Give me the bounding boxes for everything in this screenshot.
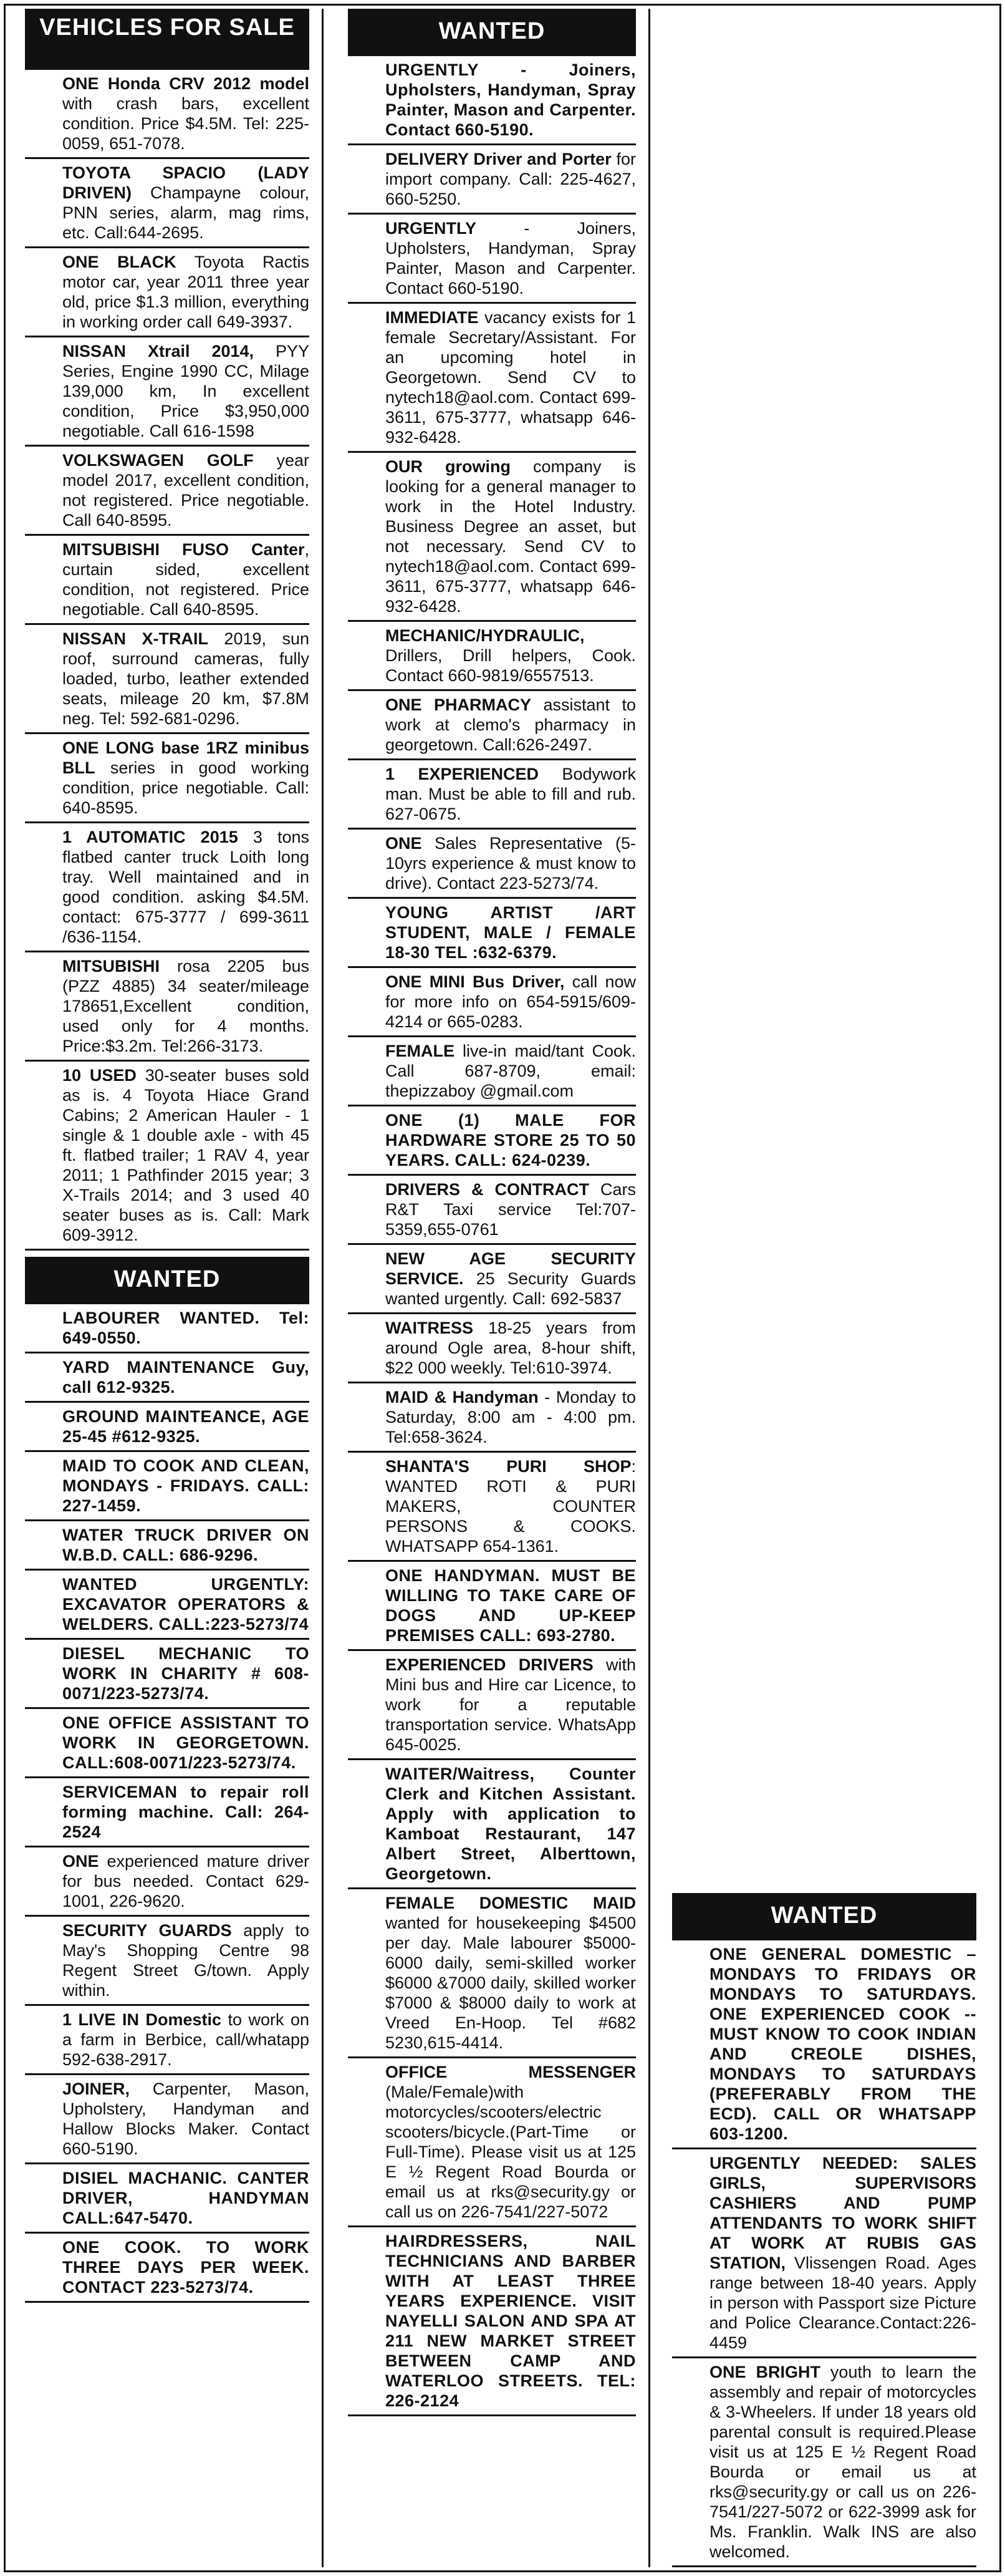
classified-ad xyxy=(25,1062,309,1251)
ad-body: Carpenter, Mason, Upholstery, Handyman and Hallow Blocks Maker. Contact 660-5190. xyxy=(62,2080,309,2158)
classified-ad xyxy=(348,968,636,1037)
classified-ad xyxy=(25,1778,309,1847)
classified-ad xyxy=(25,1353,309,1403)
ad-lead: ONE COOK. TO WORK THREE DAYS PER WEEK. CONTACT 223-5273/74. xyxy=(62,2238,309,2297)
ad-lead: MAID TO COOK AND CLEAN, MONDAYS - FRIDAYS. CALL: 227-1459. xyxy=(62,1456,309,1515)
classified-ad xyxy=(348,760,636,830)
ad-lead: HAIRDRESSERS, NAIL TECHNICIANS AND BARBER WITH AT LEAST THREE YEARS EXPERIENCE. VISIT NAYELLI SALON AND SPA AT 211 NEW MARKET STREET BETWEEN CAMP AND WATERLOO STREETS. TEL: 226-2124 xyxy=(385,2232,636,2410)
ad-body: - Monday to Saturday, 8:00 am - 4:00 pm. Tel:658-3624. xyxy=(385,1388,636,1446)
ad-text xyxy=(672,2153,976,2353)
ad-lead: ONE LONG base 1RZ minibus BLL xyxy=(62,738,309,777)
ad-body: year model 2017, excellent condition, not registered. Price negotiable. Call 640-8595. xyxy=(62,451,309,530)
ad-text xyxy=(25,341,309,441)
classified-ad xyxy=(348,453,636,622)
ad-lead: DRIVERS & CONTRACT xyxy=(385,1180,589,1199)
ad-text xyxy=(25,629,309,729)
ad-body: experienced mature driver for bus needed. Contact 629-1001, 226-9620. xyxy=(62,1852,309,1910)
ad-body: 18-25 years from around Ogle area, 8-hour shift, $22 000 weekly. Tel:610-3974. xyxy=(385,1319,636,1377)
ad-text xyxy=(25,252,309,332)
ad-text xyxy=(348,2231,636,2411)
ad-text xyxy=(25,827,309,947)
classified-ad xyxy=(348,899,636,968)
ad-lead: WAITRESS xyxy=(385,1319,474,1337)
classified-ad xyxy=(348,1760,636,1889)
ad-text xyxy=(25,1357,309,1397)
ad-text xyxy=(348,1764,636,1884)
classified-ad xyxy=(25,1304,309,1353)
ad-body: for import company. Call: 225-4627, 660-5250. xyxy=(385,150,636,208)
ad-body: 3 tons flatbed canter truck Loith long tray. Well maintained and in good condition. asking $4.5M. contact: 675-3777 / 699-3611 /636-1154. xyxy=(62,828,309,946)
ad-lead: FEMALE DOMESTIC MAID xyxy=(385,1894,636,1912)
ad-text xyxy=(348,1387,636,1447)
ad-body: , curtain sided, excellent condition, not registered. Price negotiable. Call 640-8595. xyxy=(62,540,309,619)
classified-ad xyxy=(25,1403,309,1452)
section-header-wanted: WANTED xyxy=(348,9,636,56)
ad-lead: SERVICEMAN to repair roll forming machine. Call: 264-2524 xyxy=(62,1783,309,1841)
classified-ad xyxy=(348,2227,636,2416)
ad-text xyxy=(25,2168,309,2228)
ad-text xyxy=(348,457,636,616)
ad-body: Bodywork man. Must be able to fill and rub. 627-0675. xyxy=(385,765,636,823)
classified-ad xyxy=(348,2058,636,2227)
ad-body: (Male/Female)with motorcycles/scooters/electric scooters/bicycle.(Part-Time or Full-Time). Please visit us at 125 E ½ Regent Road Bourda or email us at rks@security.gy or call us on 226-7541/227-5072 xyxy=(385,2083,636,2221)
ad-body: Cars R&T Taxi service Tel:707-5359,655-0761 xyxy=(385,1180,636,1239)
ad-lead: NEW AGE SECURITY SERVICE. xyxy=(385,1249,636,1288)
ad-body: vacancy exists for 1 female Secretary/Assistant. For an upcoming hotel in Georgetown. Send CV to nytech18@aol.com. Contact 699-3611, 675-3777, whatsapp 646-932-6428. xyxy=(385,308,636,447)
column-left xyxy=(25,9,309,2303)
vehicles-ad-list xyxy=(25,70,309,1251)
classified-ad xyxy=(348,1889,636,2058)
classified-ad xyxy=(348,215,636,304)
ad-lead: OFFICE MESSENGER xyxy=(385,2063,636,2081)
ad-lead: ONE BLACK xyxy=(62,253,176,271)
ad-body: youth to learn the assembly and repair of motorcycles & 3-Wheelers. If under 18 years old parental consult is required.Please visit us at 125 E ½ Regent Road Bourda or email us at rks@security.gy or call us on 226-7541/227-5072 or 622-3999 ask for Ms. Franklin. Walk INS are also welcomed. xyxy=(709,2363,976,2561)
ad-text xyxy=(348,972,636,1032)
ad-lead: ONE Honda CRV 2012 model xyxy=(62,74,309,93)
classified-ad xyxy=(348,1453,636,1562)
classified-ad xyxy=(25,823,309,952)
ad-text xyxy=(25,1782,309,1842)
ad-text xyxy=(25,1065,309,1245)
column-right xyxy=(672,1893,976,2567)
ad-text xyxy=(25,1407,309,1446)
ad-body: assistant to work at clemo's pharmacy in georgetown. Call:626-2497. xyxy=(385,695,636,754)
ad-text xyxy=(25,1851,309,1911)
ad-text xyxy=(348,218,636,298)
ad-body: Drillers, Drill helpers, Cook. Contact 660-9819/6557513. xyxy=(385,646,636,685)
ad-text xyxy=(348,1110,636,1170)
ad-text xyxy=(25,956,309,1056)
classified-ad xyxy=(25,734,309,823)
ad-lead: MECHANIC/HYDRAULIC, xyxy=(385,626,585,645)
ad-text xyxy=(348,1318,636,1378)
ad-body: Vlissengen Road. Ages range between 18-40 years. Apply in person with Passport size Picture and Police Clearance.Contact:226-4459 xyxy=(709,2254,976,2352)
classified-ad xyxy=(348,1651,636,1760)
column-divider xyxy=(322,9,324,2567)
ad-text xyxy=(25,1308,309,1348)
ad-lead: 10 USED xyxy=(62,1066,137,1085)
ad-lead: NISSAN X-TRAIL xyxy=(62,629,208,648)
section-header-vehicles-for-sale: VEHICLES FOR SALE xyxy=(25,9,309,70)
ad-body: Sales Representative (5-10yrs experience & must know to drive). Contact 223-5273/74. xyxy=(385,834,636,893)
ad-lead: ONE (1) MALE FOR HARDWARE STORE 25 TO 50 YEARS. CALL: 624-0239. xyxy=(385,1111,636,1169)
classified-ad xyxy=(348,1314,636,1383)
classified-ad xyxy=(348,304,636,453)
ad-lead: ONE xyxy=(385,834,422,853)
classified-ad xyxy=(25,1571,309,1640)
ad-lead: DISIEL MACHANIC. CANTER DRIVER, HANDYMAN CALL:647-5470. xyxy=(62,2169,309,2227)
classified-ad xyxy=(672,2149,976,2358)
ad-lead: JOINER, xyxy=(62,2080,130,2098)
ad-body: Champayne colour, PNN series, alarm, mag rims, etc. Call:644-2695. xyxy=(62,183,309,242)
ad-text xyxy=(348,1893,636,2053)
classified-ad xyxy=(348,691,636,760)
ad-text xyxy=(25,1644,309,1703)
column-divider xyxy=(648,9,650,2567)
ad-lead: ONE xyxy=(62,1852,99,1871)
ad-lead: GROUND MAINTEANCE, AGE 25-45 #612-9325. xyxy=(62,1407,309,1446)
ad-text xyxy=(348,1456,636,1556)
classified-ad xyxy=(25,1847,309,1917)
ad-lead: 1 LIVE IN Domestic xyxy=(62,2010,222,2029)
ad-lead: URGENTLY xyxy=(385,219,477,238)
ad-lead: DIESEL MECHANIC TO WORK IN CHARITY # 608-0071/223-5273/74. xyxy=(62,1644,309,1703)
ad-text xyxy=(348,307,636,447)
ad-text xyxy=(348,764,636,824)
ad-text xyxy=(25,1525,309,1565)
ad-lead: YOUNG ARTIST /ART STUDENT, MALE / FEMALE 18-30 TEL :632-6379. xyxy=(385,903,636,962)
ad-text xyxy=(348,626,636,685)
ad-body: Toyota Ractis motor car, year 2011 three year old, price $1.3 million, everything in working order call 649-3937. xyxy=(62,253,309,331)
ad-text xyxy=(348,1249,636,1309)
ad-text xyxy=(25,2237,309,2297)
ad-lead: NISSAN Xtrail 2014, xyxy=(62,342,254,361)
ad-lead: URGENTLY - Joiners, Upholsters, Handyman, Spray Painter, Mason and Carpenter. Contact 660-5190. xyxy=(385,61,636,139)
classified-ad xyxy=(25,625,309,734)
classified-ad xyxy=(25,337,309,447)
classified-ad xyxy=(25,1709,309,1778)
classified-ad xyxy=(25,2234,309,2303)
ad-body: company is looking for a general manager to work in the Hotel Industry. Business Degree an asset, but not necessary. Send CV to nytech18@aol.com. Contact 699-3611, 675-3777, whatsapp 646-932-6428. xyxy=(385,457,636,616)
ad-lead: MITSUBISHI xyxy=(62,957,160,976)
ad-text xyxy=(348,695,636,755)
ad-lead: MAID & Handyman xyxy=(385,1388,539,1407)
ad-body: series in good working condition, price negotiable. Call: 640-8595. xyxy=(62,758,309,817)
ad-body: 2019, sun roof, surround cameras, fully loaded, turbo, leather extended seats, mileage 20 km, $7.8M neg. Tel: 592-681-0296. xyxy=(62,629,309,728)
ad-lead: WATER TRUCK DRIVER ON W.B.D. CALL: 686-9296. xyxy=(62,1526,309,1564)
ad-body: : WANTED ROTI & PURI MAKERS, COUNTER PERSONS & COOKS. WHATSAPP 654-1361. xyxy=(385,1457,636,1556)
classified-ad xyxy=(672,1940,976,2149)
ad-body: with crash bars, excellent condition. Price $4.5M. Tel: 225-0059, 651-7078. xyxy=(62,94,309,153)
ad-body: PYY Series, Engine 1990 CC, Milage 139,000 km, In excellent condition, Price $3,950,000 negotiable. Call 616-1598 xyxy=(62,342,309,440)
ad-text xyxy=(25,1456,309,1516)
classified-ad xyxy=(25,952,309,1062)
classified-ad xyxy=(348,830,636,899)
ad-lead: 1 AUTOMATIC 2015 xyxy=(62,828,238,846)
classified-ad xyxy=(25,159,309,248)
column-middle xyxy=(348,9,636,2416)
ad-body: wanted for housekeeping $4500 per day. Male labourer $5000-6000 daily, semi-skilled worker $6000 &7000 daily, skilled worker $7000 & $8000 daily to work at Vreed En-Hoop. Tel #682 5230,615-4414. xyxy=(385,1914,636,2052)
ad-body: apply to May's Shopping Centre 98 Regent Street G/town. Apply within. xyxy=(62,1921,309,2000)
classified-ad xyxy=(348,1037,636,1106)
ad-lead: SECURITY GUARDS xyxy=(62,1921,232,1940)
ad-lead: OUR growing xyxy=(385,457,511,476)
ad-text xyxy=(25,2079,309,2159)
ad-lead: ONE GENERAL DOMESTIC – MONDAYS TO FRIDAYS OR MONDAYS TO SATURDAYS. ONE EXPERIENCED COOK -- MUST KNOW TO COOK INDIAN AND CREOLE DISHES, MONDAYS TO SATURDAYS (PREFERABLY FROM THE ECD). CALL OR WHATSAPP 603-1200. xyxy=(709,1945,976,2143)
classified-ad xyxy=(348,56,636,145)
classified-ad xyxy=(348,1176,636,1245)
classified-ad xyxy=(25,1521,309,1571)
ad-lead: SHANTA'S PURI SHOP xyxy=(385,1457,632,1476)
ad-lead: ONE MINI Bus Driver, xyxy=(385,972,565,991)
classified-ad xyxy=(25,536,309,625)
classified-ad xyxy=(348,1383,636,1453)
wanted-ad-list xyxy=(348,56,636,2416)
ad-text xyxy=(25,163,309,243)
classified-ad xyxy=(25,1917,309,2006)
classified-ad xyxy=(25,1452,309,1521)
ad-text xyxy=(25,1574,309,1634)
ad-text xyxy=(25,1713,309,1773)
ad-lead: URGENTLY NEEDED: SALES GIRLS, SUPERVISORS CASHIERS AND PUMP ATTENDANTS TO WORK SHIFT AT WORK AT RUBIS GAS STATION, xyxy=(709,2154,976,2272)
ad-body: - Joiners, Upholsters, Handyman, Spray Painter, Mason and Carpenter. Contact 660-5190. xyxy=(385,219,636,298)
ad-text xyxy=(25,450,309,530)
ad-text xyxy=(348,149,636,209)
section-header-wanted: WANTED xyxy=(672,1893,976,1940)
ad-body: 30-seater buses sold as is. 4 Toyota Hiace Grand Cabins; 2 American Hauler - 1 single & 1 double axle - with 45 ft. flatbed trailer; 1 RAV 4, year 2011; 1 Pathfinder 2015 year; 3 X-Trails 2014; and 3 used 40 seater buses as is. Call: Mark 609-3912. xyxy=(62,1066,309,1244)
ad-text xyxy=(25,540,309,619)
ad-text xyxy=(25,1920,309,2000)
section-header-wanted: WANTED xyxy=(25,1257,309,1304)
ad-lead: TOYOTA SPACIO (LADY DRIVEN) xyxy=(62,163,309,202)
ad-lead: WANTED URGENTLY: EXCAVATOR OPERATORS & WELDERS. CALL:223-5273/74 xyxy=(62,1575,309,1634)
ad-body: 25 Security Guards wanted urgently. Call: 692-5837 xyxy=(385,1269,636,1308)
ad-lead: VOLKSWAGEN GOLF xyxy=(62,451,254,470)
ad-text xyxy=(348,1655,636,1755)
classified-ad xyxy=(25,1640,309,1709)
ad-body: with Mini bus and Hire car Licence, to work for a reputable transportation service. WhatsApp 645-0025. xyxy=(385,1655,636,1754)
classified-ad xyxy=(672,2358,976,2567)
ad-text xyxy=(348,903,636,962)
ad-body: to work on a farm in Berbice, call/whatapp 592-638-2917. xyxy=(62,2010,310,2069)
ad-lead: ONE OFFICE ASSISTANT TO WORK IN GEORGETOWN. CALL:608-0071/223-5273/74. xyxy=(62,1713,309,1772)
classified-ad xyxy=(348,1562,636,1651)
classified-ad xyxy=(348,622,636,691)
classified-ad xyxy=(25,447,309,536)
ad-text xyxy=(348,2062,636,2222)
ad-body: live-in maid/tant Cook. Call 687-8709, email: thepizzaboy @gmail.com xyxy=(385,1042,636,1100)
ad-lead: YARD MAINTENANCE Guy, call 612-9325. xyxy=(62,1358,309,1397)
ad-text xyxy=(25,74,309,153)
classified-ad xyxy=(25,2164,309,2234)
classified-ad xyxy=(25,248,309,337)
ad-lead: WAITER/Waitress, Counter Clerk and Kitchen Assistant. Apply with application to Kamboat Restaurant, 147 Albert Street, Alberttown, Georgetown. xyxy=(385,1765,636,1883)
ad-lead: DELIVERY Driver and Porter xyxy=(385,150,612,168)
wanted-ad-list xyxy=(672,1940,976,2567)
classified-ad xyxy=(25,70,309,159)
ad-text xyxy=(25,2010,309,2070)
ad-text xyxy=(348,1041,636,1101)
ad-body: rosa 2205 bus (PZZ 4885) 34 seater/mileage 178651,Excellent condition, used only for 4 months. Price:$3.2m. Tel:266-3173. xyxy=(62,957,309,1055)
ad-text xyxy=(348,1179,636,1239)
ad-lead: 1 EXPERIENCED xyxy=(385,765,539,783)
classified-ad xyxy=(348,1106,636,1176)
ad-text xyxy=(348,833,636,893)
ad-text xyxy=(348,1566,636,1645)
classified-ad xyxy=(348,1245,636,1314)
classified-ad xyxy=(25,2006,309,2075)
ad-lead: ONE HANDYMAN. MUST BE WILLING TO TAKE CARE OF DOGS AND UP-KEEP PREMISES CALL: 693-2780. xyxy=(385,1566,636,1645)
ad-lead: ONE PHARMACY xyxy=(385,695,531,714)
ad-lead: FEMALE xyxy=(385,1042,454,1060)
ad-text xyxy=(672,1944,976,2144)
classified-ad xyxy=(348,145,636,215)
ad-text xyxy=(672,2362,976,2562)
wanted-ad-list xyxy=(25,1304,309,2303)
ad-lead: ONE BRIGHT xyxy=(709,2363,820,2381)
classified-ad xyxy=(25,2075,309,2164)
ad-lead: EXPERIENCED DRIVERS xyxy=(385,1655,594,1674)
ad-lead: IMMEDIATE xyxy=(385,308,479,327)
ad-lead: LABOURER WANTED. Tel: 649-0550. xyxy=(62,1309,309,1347)
ad-lead: MITSUBISHI FUSO Canter xyxy=(62,540,305,559)
ad-text xyxy=(348,60,636,140)
ad-body: call now for more info on 654-5915/609-4214 or 665-0283. xyxy=(385,972,637,1031)
ad-text xyxy=(25,738,309,818)
